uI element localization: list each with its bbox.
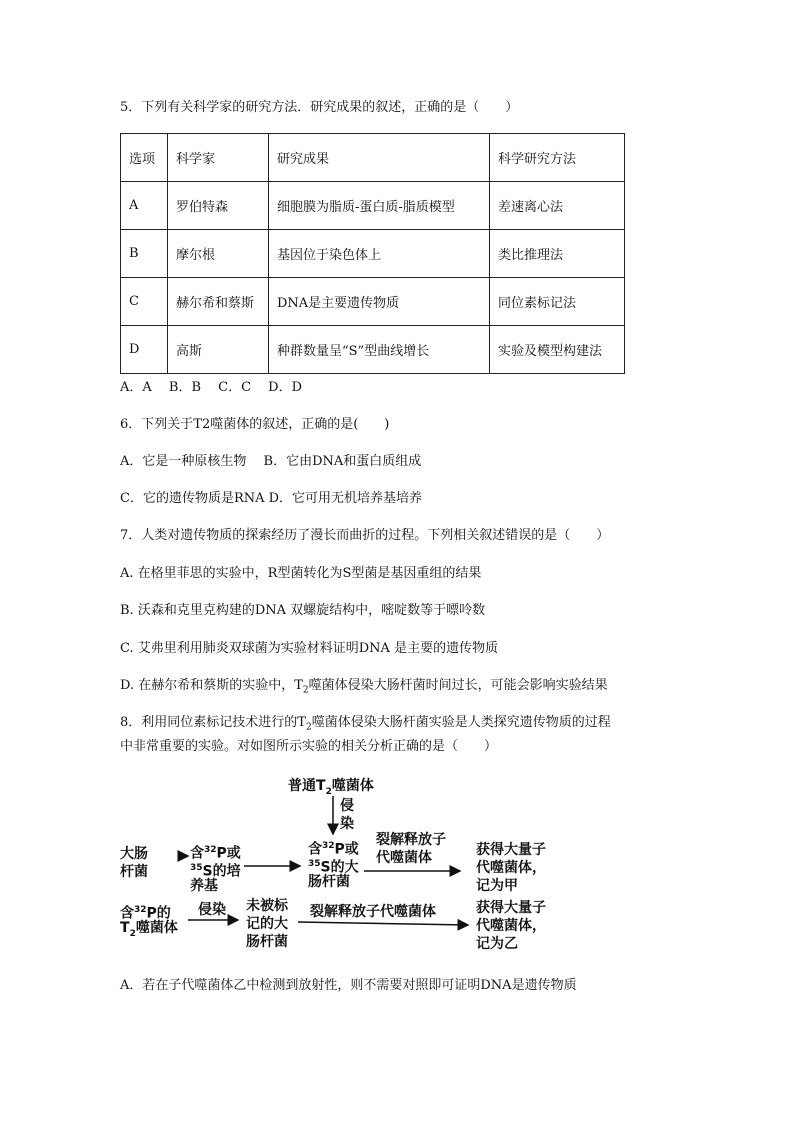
table-cell: DNA是主要遗传物质 bbox=[269, 278, 490, 326]
unlabeled-ecoli-label-1: 未被标 bbox=[246, 898, 288, 914]
lyse-label-1: 裂解释放子 bbox=[376, 832, 446, 848]
q6-options-line2: C．它的遗传物质是RNA D．它可用无机培养基培养 bbox=[120, 491, 423, 506]
table-cell: 类比推理法 bbox=[490, 230, 625, 278]
q5-stem: 5．下列有关科学家的研究方法．研究成果的叙述，正确的是（ ） bbox=[120, 100, 519, 115]
table-cell: 差速离心法 bbox=[490, 182, 625, 230]
unlabeled-ecoli-label-3: 肠杆菌 bbox=[246, 934, 288, 950]
arrow-lyse-row2 bbox=[298, 922, 468, 925]
q8-stem-line1: 8．利用同位素标记技术进行的$T_2$噬菌体侵染大肠杆菌实验是人类探究遗传物质的过程 bbox=[120, 715, 611, 733]
table-row bbox=[121, 326, 625, 374]
q6-stem: 6．下列关于T2噬菌体的叙述，正确的是( ) bbox=[120, 417, 390, 432]
table-row bbox=[121, 230, 625, 278]
table-cell: C bbox=[121, 278, 168, 326]
table-cell: 高斯 bbox=[168, 326, 269, 374]
table-cell: B bbox=[121, 230, 168, 278]
q6-options-line1: A．它是一种原核生物 B．它由DNA和蛋白质组成 bbox=[120, 454, 422, 469]
q8-stem-line2: 中非常重要的实验。对如图所示实验的相关分析正确的是（ ） bbox=[120, 739, 498, 754]
table-cell: A bbox=[121, 182, 168, 230]
unlabeled-ecoli-label-2: 记的大 bbox=[246, 916, 288, 932]
q7-option-d: D. 在赫尔希和蔡斯的实验中，$T_2$噬菌体侵染大肠杆菌时间过长，可能会影响实验结果 bbox=[120, 678, 608, 696]
result-b-label-1: 获得大量子 bbox=[476, 900, 546, 916]
medium-label-1: 含$^{32}$P或 bbox=[190, 845, 241, 862]
infect-label-v2: 染 bbox=[340, 816, 354, 832]
header-cell: 科学家 bbox=[168, 134, 269, 182]
header-cell: 科学研究方法 bbox=[490, 134, 625, 182]
lyse-label-2: 代噬菌体 bbox=[376, 850, 432, 866]
infect-label-h: 侵染 bbox=[198, 902, 226, 918]
q5-options: A．A B．B C．C D．D bbox=[120, 380, 303, 395]
medium-label-3: 养基 bbox=[190, 878, 218, 894]
result-b-label-2: 代噬菌体， bbox=[476, 918, 546, 934]
top-label-phage: 普通$T_2$噬菌体 bbox=[288, 778, 374, 797]
table-cell: 赫尔希和蔡斯 bbox=[168, 278, 269, 326]
labeled-ecoli-label-1: 含$^{32}$P或 bbox=[308, 841, 359, 858]
result-a-label-1: 获得大量子 bbox=[476, 842, 546, 858]
infect-label-v1: 侵 bbox=[340, 798, 354, 814]
medium-label-2: $^{35}$S的培 bbox=[190, 863, 241, 880]
result-a-label-2: 代噬菌体， bbox=[476, 860, 546, 876]
q8-option-a: A．若在子代噬菌体乙中检测到放射性，则不需要对照即可证明DNA是遗传物质 bbox=[120, 978, 577, 993]
result-b-label-3: 记为乙 bbox=[476, 936, 518, 952]
header-cell: 选项 bbox=[121, 134, 168, 182]
table-cell: D bbox=[121, 326, 168, 374]
table-row bbox=[121, 278, 625, 326]
lyse-long-label: 裂解释放子代噬菌体 bbox=[310, 904, 436, 920]
q7-option-c: C. 艾弗里利用肺炎双球菌为实验材料证明DNA 是主要的遗传物质 bbox=[120, 641, 499, 656]
result-a-label-3: 记为甲 bbox=[476, 878, 518, 894]
table-cell: 细胞膜为脂质-蛋白质-脂质模型 bbox=[269, 182, 490, 230]
labeled-phage-label-1: 含$^{32}$P的 bbox=[120, 905, 171, 922]
table-cell: 同位素标记法 bbox=[490, 278, 625, 326]
q5-table bbox=[120, 133, 625, 374]
labeled-phage-label-2: $T_2$噬菌体 bbox=[120, 920, 178, 939]
q7-option-a: A. 在格里菲思的实验中，R型菌转化为S型菌是基因重组的结果 bbox=[120, 566, 482, 581]
ecoli-label-1: 大肠 bbox=[120, 846, 148, 862]
phage-experiment-diagram bbox=[118, 770, 568, 965]
header-cell: 研究成果 bbox=[269, 134, 490, 182]
table-cell: 基因位于染色体上 bbox=[269, 230, 490, 278]
labeled-ecoli-label-2: $^{35}$S的大 bbox=[308, 859, 359, 876]
table-header-row bbox=[121, 134, 625, 182]
table-cell: 种群数量呈“S”型曲线增长 bbox=[269, 326, 490, 374]
table-cell: 摩尔根 bbox=[168, 230, 269, 278]
labeled-ecoli-label-3: 肠杆菌 bbox=[308, 874, 350, 890]
q7-stem: 7．人类对遗传物质的探索经历了漫长而曲折的过程。下列相关叙述错误的是（ ） bbox=[120, 528, 610, 543]
table-cell: 罗伯特森 bbox=[168, 182, 269, 230]
table-cell: 实验及模型构建法 bbox=[490, 326, 625, 374]
q7-option-b: B. 沃森和克里克构建的DNA 双螺旋结构中，嘧啶数等于嘌呤数 bbox=[120, 603, 486, 618]
table-row bbox=[121, 182, 625, 230]
ecoli-label-2: 杆菌 bbox=[120, 864, 148, 880]
